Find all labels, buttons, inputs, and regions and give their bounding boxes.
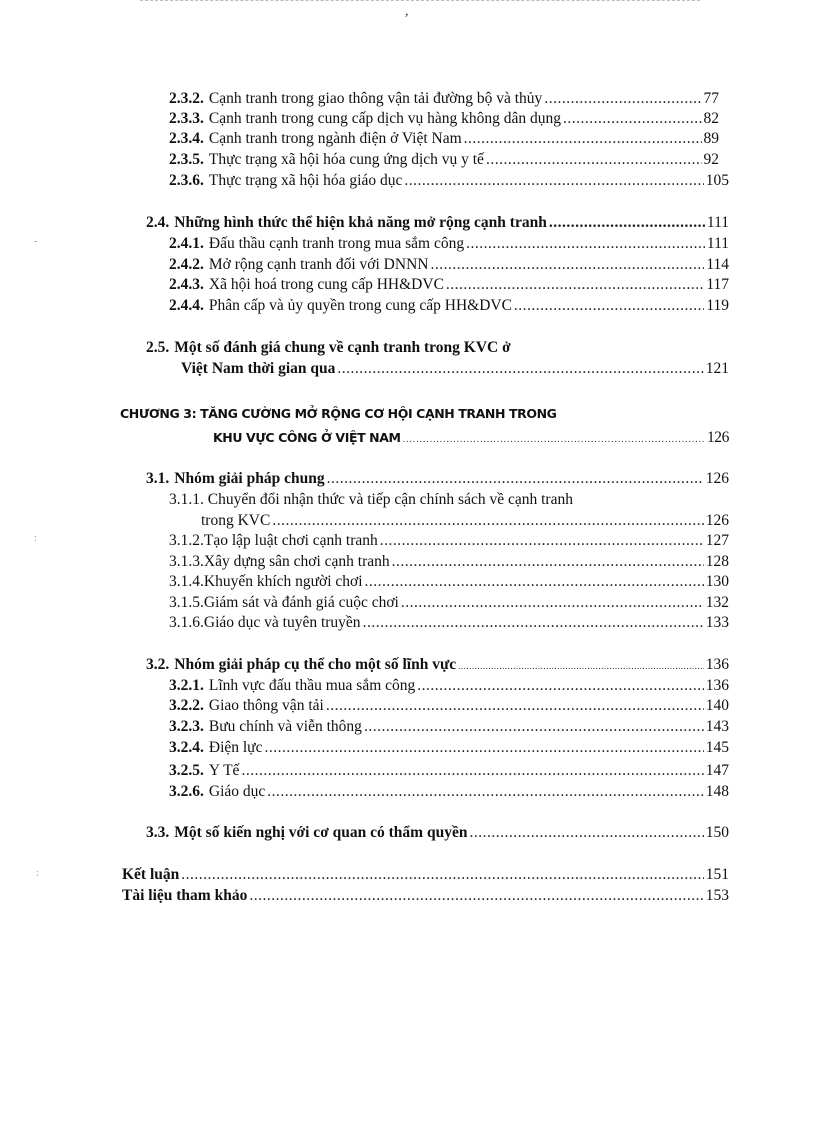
dot-leader [363, 612, 704, 633]
toc-page: 150 [705, 824, 729, 841]
toc-number: 2.3.6. [169, 172, 204, 189]
toc-page: 114 [706, 256, 729, 273]
toc-page: 82 [703, 110, 719, 127]
dot-leader [392, 551, 704, 572]
toc-page: 117 [706, 276, 729, 293]
toc-page: 136 [705, 656, 729, 673]
toc-title: Điện lực [208, 739, 263, 756]
toc-number: 3.2. [146, 656, 170, 673]
toc-entry-2-3-5[interactable] [169, 149, 719, 170]
dot-leader [272, 510, 703, 531]
toc-page: 145 [705, 739, 729, 756]
dot-leader [365, 571, 704, 592]
toc-number: 2.3.5. [169, 151, 204, 168]
dot-leader [249, 885, 703, 906]
toc-title: 3.1.5.Giám sát và đánh giá cuộc chơi [169, 594, 399, 611]
toc-entry-2-3-2[interactable] [169, 88, 719, 109]
toc-entry-3-1-1[interactable] [169, 489, 729, 510]
toc-entry-2-4[interactable] [146, 212, 729, 233]
toc-page: 111 [706, 235, 729, 252]
toc-page: 136 [705, 677, 729, 694]
toc-title: Một số kiến nghị với cơ quan có thẩm quyền [174, 824, 468, 841]
toc-number: 3.2.5. [169, 762, 204, 779]
toc-page: 147 [705, 762, 729, 779]
top-scan-line [140, 0, 700, 5]
dot-leader [464, 128, 702, 149]
toc-entry-2-4-1[interactable] [169, 233, 729, 254]
dot-leader [337, 358, 703, 379]
margin-mark: : [36, 868, 39, 879]
toc-entry-2-5[interactable] [146, 337, 729, 358]
toc-title: Y Tế [208, 762, 240, 779]
dot-leader [403, 430, 705, 451]
dot-leader [267, 781, 703, 802]
dot-leader [404, 170, 703, 191]
dot-leader [401, 592, 704, 613]
toc-entry-3-2-6[interactable] [169, 781, 729, 802]
toc-title: Kết luận [122, 866, 180, 883]
toc-number: 2.3.4. [169, 130, 204, 147]
toc-number: 2.4.3. [169, 276, 204, 293]
toc-page: 127 [705, 532, 729, 549]
toc-title: Cạnh tranh trong giao thông vận tải đường bộ và thủy [208, 90, 543, 107]
dot-leader [364, 716, 704, 737]
dot-leader [181, 864, 703, 885]
toc-title: Việt Nam thời gian qua [181, 360, 336, 377]
toc-entry-2-3-4[interactable] [169, 128, 719, 149]
toc-page: 92 [703, 151, 719, 168]
toc-number: 2.3.2. [169, 90, 204, 107]
dot-leader [380, 530, 704, 551]
toc-title: Giao thông vận tải [208, 697, 324, 714]
toc-entry-2-3-3[interactable] [169, 108, 719, 129]
toc-number: 3.2.3. [169, 718, 204, 735]
toc-title: Thực trạng xã hội hóa cung ứng dịch vụ y tế [208, 151, 484, 168]
toc-entry-2-3-6[interactable] [169, 170, 729, 191]
toc-entry-2-4-4[interactable] [169, 295, 729, 316]
toc-entry-3-1-6[interactable] [169, 612, 729, 633]
toc-number: 3.3. [146, 824, 170, 841]
top-scan-mark: , [405, 4, 409, 19]
toc-title: Mở rộng cạnh tranh đối với DNNN [208, 256, 429, 273]
toc-page: 143 [705, 718, 729, 735]
toc-entry-3-1-5[interactable] [169, 592, 729, 613]
dot-leader [469, 822, 703, 843]
dot-leader [430, 254, 704, 275]
toc-title: trong KVC [201, 512, 271, 529]
toc-entry-3-1[interactable] [146, 468, 729, 489]
chapter-3-heading-cont[interactable] [213, 427, 729, 448]
toc-number: 3.1. [146, 470, 170, 487]
dot-leader [486, 149, 702, 170]
dot-leader [264, 737, 703, 758]
toc-page: 133 [705, 614, 729, 631]
chapter-title: KHU VỰC CÔNG Ở VIỆT NAM [213, 430, 401, 445]
dot-leader [326, 695, 704, 716]
toc-title: Cạnh tranh trong ngành điện ở Việt Nam [208, 130, 462, 147]
dot-leader [446, 274, 704, 295]
margin-mark: : [34, 533, 37, 544]
toc-number: 3.2.1. [169, 677, 204, 694]
toc-title: Phân cấp và ủy quyền trong cung cấp HH&DVC [208, 297, 512, 314]
toc-page: 151 [705, 866, 729, 883]
toc-page: 128 [705, 553, 729, 570]
toc-number: 3.2.6. [169, 783, 204, 800]
toc-entry-conclusion[interactable] [122, 864, 729, 885]
toc-title: 3.1.3.Xây dựng sân chơi cạnh tranh [169, 553, 390, 570]
toc-page: 126 [705, 512, 729, 529]
toc-entry-3-2-4[interactable] [169, 737, 729, 758]
dot-leader [514, 295, 704, 316]
toc-title: Lĩnh vực đấu thầu mua sắm công [208, 677, 416, 694]
toc-number: 2.5. [146, 339, 170, 356]
toc-title: Nhóm giải pháp chung [174, 470, 325, 487]
toc-title: 3.1.4.Khuyến khích người chơi [169, 573, 363, 590]
toc-title: 3.1.1. Chuyển đổi nhận thức và tiếp cận chính sách về cạnh tranh [169, 491, 573, 508]
toc-title: Đấu thầu cạnh tranh trong mua sắm công [208, 235, 465, 252]
margin-mark: - [34, 236, 38, 247]
toc-entry-3-2-3[interactable] [169, 716, 729, 737]
toc-entry-3-1-1-cont[interactable] [201, 510, 729, 531]
dot-leader [466, 233, 705, 254]
toc-page: 89 [703, 130, 719, 147]
toc-title: Một số đánh giá chung về cạnh tranh trong KVC ở [174, 339, 511, 356]
dot-leader [327, 468, 704, 489]
toc-page: 77 [703, 90, 719, 107]
toc-title: Giáo dục [208, 783, 266, 800]
toc-page: 105 [705, 172, 729, 189]
toc-title: Những hình thức thể hiện khả năng mở rộng cạnh tranh [174, 214, 547, 231]
toc-title: 3.1.2.Tạo lập luật chơi cạnh tranh [169, 532, 378, 549]
toc-page: 111 [706, 214, 729, 231]
toc-entry-2-4-3[interactable] [169, 274, 729, 295]
toc-entry-3-2[interactable] [146, 654, 729, 675]
toc-number: 2.4.2. [169, 256, 204, 273]
toc-title: Tài liệu tham khảo [122, 887, 248, 904]
toc-entry-3-2-2[interactable] [169, 695, 729, 716]
toc-title: Bưu chính và viễn thông [208, 718, 362, 735]
toc-entry-references[interactable] [122, 885, 729, 906]
toc-number: 2.3.3. [169, 110, 204, 127]
toc-number: 2.4. [146, 214, 170, 231]
toc-page: 126 [706, 429, 729, 446]
toc-entry-2-5-cont[interactable] [181, 358, 729, 379]
chapter-3-heading[interactable] [120, 403, 740, 424]
toc-page: 153 [705, 887, 729, 904]
toc-number: 2.4.1. [169, 235, 204, 252]
toc-entry-2-4-2[interactable] [169, 254, 729, 275]
toc-title: 3.1.6.Giáo dục và tuyên truyền [169, 614, 361, 631]
toc-page: 132 [705, 594, 729, 611]
dot-leader [549, 212, 705, 233]
toc-page: 148 [705, 783, 729, 800]
toc-title: Thực trạng xã hội hóa giáo dục [208, 172, 403, 189]
toc-entry-3-2-5[interactable] [169, 760, 729, 781]
dot-leader [563, 108, 702, 129]
toc-number: 2.4.4. [169, 297, 204, 314]
toc-entry-3-2-1[interactable] [169, 675, 729, 696]
toc-entry-3-1-4[interactable] [169, 571, 729, 592]
toc-entry-3-1-2[interactable] [169, 530, 729, 551]
dot-leader [544, 88, 701, 109]
toc-page: 119 [706, 297, 729, 314]
dot-leader [458, 656, 704, 677]
toc-number: 3.2.4. [169, 739, 204, 756]
toc-title: Nhóm giải pháp cụ thể cho một số lĩnh vực [174, 656, 457, 673]
toc-entry-3-1-3[interactable] [169, 551, 729, 572]
toc-title: Xã hội hoá trong cung cấp HH&DVC [208, 276, 444, 293]
toc-title: Cạnh tranh trong cung cấp dịch vụ hàng không dân dụng [208, 110, 561, 127]
toc-page: 140 [705, 697, 729, 714]
dot-leader [241, 760, 703, 781]
chapter-title: CHƯƠNG 3: TĂNG CƯỜNG MỞ RỘNG CƠ HỘI CẠNH TRANH TRONG [120, 406, 557, 421]
toc-entry-3-3[interactable] [146, 822, 729, 843]
toc-number: 3.2.2. [169, 697, 204, 714]
toc-page: 126 [705, 470, 729, 487]
toc-page: 121 [705, 360, 729, 377]
toc-page: 130 [705, 573, 729, 590]
dot-leader [417, 675, 703, 696]
